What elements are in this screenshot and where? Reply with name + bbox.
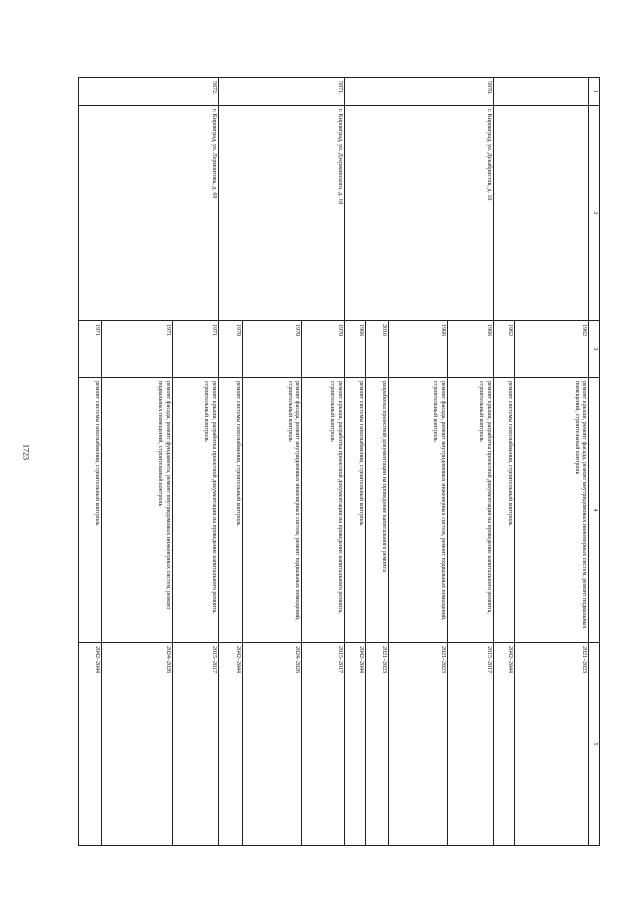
- year-cell: 1971: [79, 321, 102, 378]
- works-cell: ремонт крыши, ремонт фасада, ремонт внутридомовых инженерных систем, ремонт подвальных помещений, строительный контроль: [515, 378, 589, 643]
- period-cell: 2021–2023: [388, 643, 447, 846]
- address-cell: г. Кировград, ул. Дзержинского, д. 10: [218, 106, 344, 321]
- year-cell: 1970: [302, 321, 345, 378]
- row-number: 5871.: [218, 78, 344, 106]
- works-cell: ремонт фасада, ремонт внутридомовых инженерных систем, ремонт подвальных помещений, строительный контроль: [388, 378, 447, 643]
- row-number: [493, 78, 589, 106]
- works-cell: ремонт системы газоснабжения, строительный контроль: [493, 378, 514, 643]
- header-cell-5: 5: [589, 643, 600, 846]
- year-cell: 1971: [101, 321, 172, 378]
- capital-repair-table: [78, 77, 600, 846]
- period-cell: 2015–2017: [447, 643, 493, 846]
- period-cell: 2042–2044: [345, 643, 366, 846]
- period-cell: 2015–2017: [172, 643, 218, 846]
- table-row: [302, 78, 345, 846]
- row-number: 5870.: [345, 78, 494, 106]
- year-cell: 2016: [366, 321, 388, 378]
- rotated-table-container: [78, 77, 600, 845]
- year-cell: 1966: [447, 321, 493, 378]
- period-cell: 2024–2026: [101, 643, 172, 846]
- works-cell: разработка проектной документации на проведение капитального ремонта: [366, 378, 388, 643]
- works-cell: ремонт фасада, ремонт фундамента, ремонт внутридомовых инженерных систем, ремонт подвальных помещений, строительный контроль: [101, 378, 172, 643]
- year-cell: 1970: [218, 321, 242, 378]
- works-cell: ремонт крыши, разработка проектной документации на проведение капитального ремонта, строительный контроль: [447, 378, 493, 643]
- address-cell: г. Кировград, ул. Декабристов, д. 10: [345, 106, 494, 321]
- works-cell: ремонт системы газоснабжения, строительный контроль: [218, 378, 242, 643]
- period-cell: 2021–2023: [515, 643, 589, 846]
- header-row: [589, 78, 600, 846]
- page-number: 1723: [21, 444, 31, 460]
- year-cell: 1962: [515, 321, 589, 378]
- table-row: [515, 78, 589, 846]
- header-cell-2: 2: [589, 106, 600, 321]
- year-cell: 1970: [243, 321, 302, 378]
- year-cell: 1966: [388, 321, 447, 378]
- period-cell: 2024–2026: [243, 643, 302, 846]
- works-cell: ремонт крыши, разработка проектной документации на проведение капитального ремонта, строительный контроль: [172, 378, 218, 643]
- year-cell: 1966: [345, 321, 366, 378]
- works-cell: ремонт системы газоснабжения, строительный контроль: [345, 378, 366, 643]
- period-cell: 2042–2044: [218, 643, 242, 846]
- period-cell: 2015–2017: [302, 643, 345, 846]
- header-cell-4: 4: [589, 378, 600, 643]
- address-cell: г. Кировград, ул. Лермонтова, д. 69: [79, 106, 219, 321]
- year-cell: 1962: [493, 321, 514, 378]
- period-cell: 2042–2044: [493, 643, 514, 846]
- address-cell: [493, 106, 589, 321]
- period-cell: 2021–2023: [366, 643, 388, 846]
- header-cell-3: 3: [589, 321, 600, 378]
- header-cell-1: 1: [589, 78, 600, 106]
- works-cell: ремонт фасада, ремонт внутридомовых инженерных систем, ремонт подвальных помещений, строительный контроль: [243, 378, 302, 643]
- table-row: [447, 78, 493, 846]
- period-cell: 2042–2044: [79, 643, 102, 846]
- works-cell: ремонт крыши, разработка проектной документации на проведение капитального ремонта, строительный контроль: [302, 378, 345, 643]
- row-number: 5872.: [79, 78, 219, 106]
- works-cell: ремонт системы газоснабжения, строительный контроль: [79, 378, 102, 643]
- year-cell: 1971: [172, 321, 218, 378]
- table-row: [172, 78, 218, 846]
